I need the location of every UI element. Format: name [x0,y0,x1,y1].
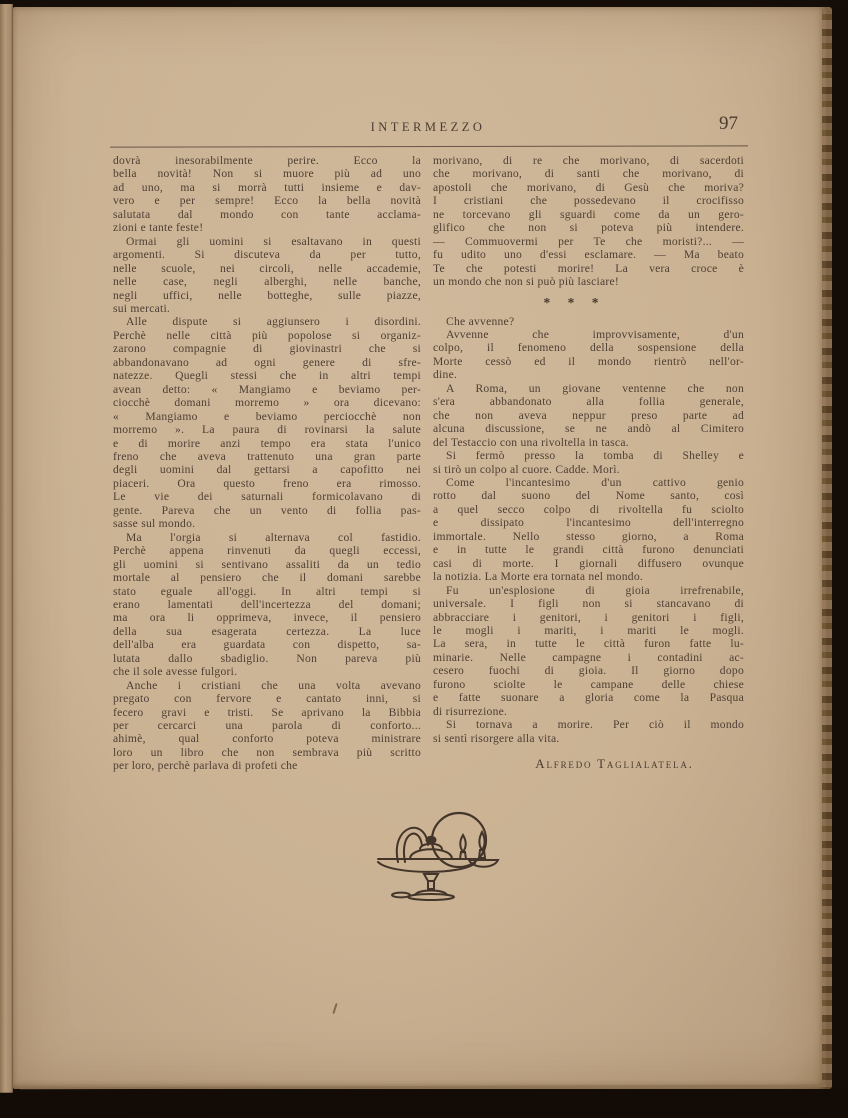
paragraph [113,235,421,316]
text-line: e di morire anzi tempo era stata l'unico [113,436,421,450]
text-line: argomenti. Si discuteva da per tutto, [113,248,421,262]
text-line: Che avvenne? [446,314,515,328]
left-flame [460,835,465,852]
paragraph [433,382,744,449]
text-line: avean detto: « Mangiamo e beviamo per- [113,382,421,396]
paragraph [433,328,744,382]
text-line: Si fermò presso la tomba di Shelley e [446,449,744,463]
text-line: immortale. Nello stesso giorno, a Roma [433,529,744,543]
paragraph [433,584,744,719]
text-line: freno che aveva trattenuto una gran parte [113,449,421,463]
text-line: abbracciare i genitori, i genitori i figli, [433,610,744,624]
right-text-column [433,154,744,772]
lamp-base-tab [392,893,410,898]
text-line: morivano, di re che morivano, di sacerdoti [433,154,744,167]
text-line: A Roma, un giovane ventenne che non [446,381,744,395]
paragraph [433,315,744,328]
text-line: della sua esagerata certezza. La luce [113,624,421,638]
text-line: stato eguale all'oggi. In altri tempi si [113,584,421,598]
text-line: per cercarci una parola di conforto... [113,719,421,733]
text-line: che il sole avesse fulgori. [113,665,238,679]
header-rule [110,145,748,147]
text-line: Perchè appena rinvenuti da quegli eccessi, [113,544,421,558]
text-line: rotto dal suono del Nome santo, così [433,489,744,503]
lamp-lid-knob [427,837,436,843]
text-line: Te che potesti morire! La vera croce è [433,261,744,275]
text-line: che non aveva neppur preso parte ad [433,408,744,422]
text-line: Come l'incantesimo d'un cattivo genio [446,475,744,489]
text-line: apostoli che morivano, di Gesù che moriva? [433,180,744,194]
text-line: Perchè nelle città più popolose si organiz- [113,328,421,342]
author-signature: Alfredo Taglialatela. [535,756,694,772]
text-line: gli uomini si sentivano assaliti da un tedio [113,557,421,571]
text-line: Ormai gli uomini si esaltavano in questi [126,234,421,248]
text-line: Anche i cristiani che una volta avevano [126,678,421,692]
text-line: zarono compagnie di giovinastri che si [113,342,421,356]
running-header-title: INTERMEZZO [370,120,486,134]
text-line: erano lamentati dell'incertezza del domani; [113,597,421,611]
text-line: cesero fuochi di gioia. Il giorno dopo [433,664,744,678]
text-line: Fu un'esplosione di gioia irrefrenabile, [446,583,744,597]
lamp-stem-collar [424,874,438,881]
paragraph [113,531,421,679]
text-line: e in tutte le grandi città furono denunciati [433,543,744,557]
text-line: Si tornava a morire. Per ciò il mondo [446,718,744,732]
text-line: del Testaccio con una rivoltella in tasca. [433,435,629,449]
paragraph [433,718,744,745]
text-line: salutata dal mondo con tante acclama- [113,207,421,221]
text-line: universale. I figli non si stancavano di [433,597,744,611]
text-line: ciocchè domani morremo » ora dicevano: [113,396,421,410]
text-line: Le vie dei saturnali formicolavano di [113,490,421,504]
stray-ink-mark [332,1003,337,1014]
paragraph [113,679,421,773]
right-flame [479,832,484,850]
text-line: dell'alba era guardata con dispetto, sa- [113,638,421,652]
text-line: piaceri. Ora questo freno era rimosso. [113,476,421,490]
text-line: degli uomini dal gettarsi a capofitto nei [113,463,421,477]
text-line: Morte cessò ed il mondo rientrò nell'or- [433,354,744,368]
scan-background-top [0,0,848,7]
right-column-blocks [433,154,744,745]
text-line: loro un libro che non sembrava più scritto [113,745,421,759]
text-line: « Mangiamo e beviamo perciocchè non [113,409,421,423]
text-line: fecero gravi e tristi. Se aprivano la Bibbia [113,705,421,719]
text-line: sui mercati. [113,301,171,315]
text-line: negli uffici, nelle botteghe, sulle piazze, [113,288,421,302]
text-line: Avvenne che improvvisamente, d'un [446,327,744,341]
text-line: un mondo che non si può più lasciare! [433,275,620,289]
text-line: che morivano, di santi che morivano, di [433,167,744,181]
text-line: alcuna discussione, se ne andò al Cimitero [433,422,744,436]
text-line: dine. [433,368,458,382]
oil-lamp-illustration [365,800,515,905]
text-line: nelle case, negli alberghi, nelle banche, [113,275,421,289]
text-line: per loro, perchè parlava di profeti che [113,759,298,773]
page-deckle-edge [822,7,832,1089]
text-line: nelle scuole, nei circoli, nelle accademie, [113,261,421,275]
text-line: ne torcevano gli sguardi come da un gero- [433,207,744,221]
text-line: mortale al pensiero che il domani sarebbe [113,571,421,585]
book-page [13,7,826,1089]
text-line: abbandonavano ad ogni genere di sfre- [113,355,421,369]
paragraph [433,154,744,289]
text-line: furono sciolte le campane delle chiese [433,677,744,691]
text-line: La sera, in tutte le città furon fatte lu- [433,637,744,651]
text-line: natezze. Quegli stessi che in altri tempi [113,369,421,383]
text-line: ma ora li opprimeva, invece, il pensiero [113,611,421,625]
paragraph [433,449,744,476]
text-line: — Commuovermi per Te che moristi?... — [433,234,744,248]
scan-background-bottom [0,1089,848,1118]
facing-page-edge [0,4,13,1100]
text-line: casi di morte. I giornali diffusero ovunque [433,556,744,570]
lamp-base [408,894,454,900]
text-line: si tirò un colpo al cuore. Cadde. Morì. [433,462,620,476]
text-line: lutata dallo sbadiglio. Non pareva più [113,651,421,665]
text-line: ahimè, qual conforto poteva ministrare [113,732,421,746]
text-line: glifico che non si poteva più intendere. [433,221,744,235]
text-line: di risurrezione. [433,704,508,718]
text-line: vero e per sempre! Ecco la bella novità [113,194,421,208]
lamp-stem [428,881,434,889]
text-line: gente. Pareva che un vento di follia pas- [113,503,421,517]
text-line: zioni e tante feste! [113,221,204,235]
text-line: si sentì risorgere alla vita. [433,731,560,745]
paragraph [113,154,421,235]
text-line: Ma l'orgia si alternava col fastidio. [126,530,421,544]
text-line: bella novità! Non si muore più ad uno [113,167,421,181]
text-line: la notizia. La Morte era tornata nel mondo. [433,570,644,584]
text-line: morremo ». La paura di rovinarsi la salute [113,423,421,437]
text-line: dovrà inesorabilmente perire. Ecco la [113,154,421,167]
text-line: e dissipato l'incantesimo dell'interregno [433,516,744,530]
paragraph [113,315,421,530]
lamp-lid-dome [420,844,442,849]
text-line: e fatte suonare a gloria come la Pasqua [433,691,744,705]
left-text-column [113,154,421,773]
paragraph [433,476,744,584]
text-line: pregato con fervore e cantato inni, si [113,692,421,706]
text-line: s'era abbandonato alla follia generale, [433,395,744,409]
text-line: le mogli i mariti, i mariti le mogli. [433,623,744,637]
lamp-lid [410,849,452,859]
text-line: I cristiani che possedevano il crocifisso [433,194,744,208]
text-line: fu udito uno d'essi esclamare. — Ma beato [433,248,744,262]
page-number: 97 [719,113,738,134]
text-line: sasse sul mondo. [113,517,196,531]
section-divider: * * * [543,294,606,310]
text-line: ad uno, ma si morrà tutti insieme e dav- [113,180,421,194]
text-line: minarie. Nelle campagne i contadini ac- [433,650,744,664]
text-line: colpo, il fenomeno della sospensione della [433,341,744,355]
text-line: Alle dispute si aggiunsero i disordini. [126,315,421,329]
text-line: a quel secco colpo di rivoltella fu sciolto [433,502,744,516]
